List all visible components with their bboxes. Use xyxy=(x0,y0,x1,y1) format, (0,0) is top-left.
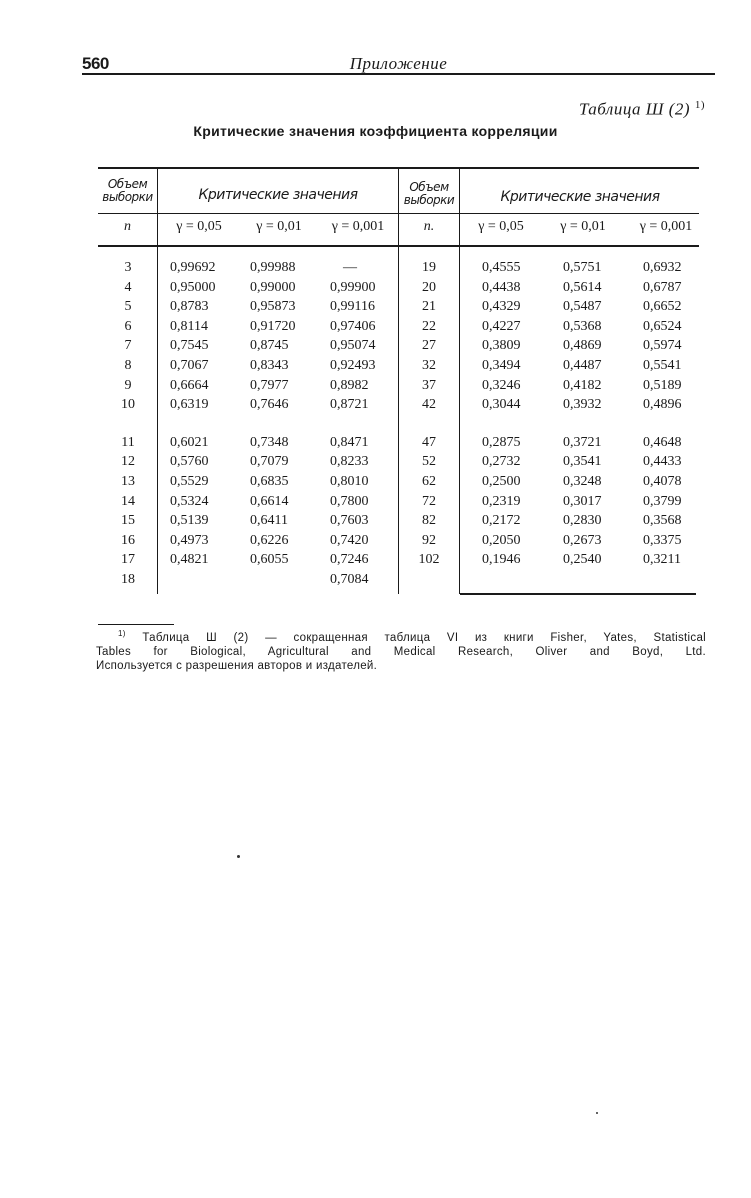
left-gamma-001-cell: 0,7977 xyxy=(250,377,289,393)
print-speck xyxy=(237,855,240,858)
critical-values-header: Критические значения xyxy=(198,187,358,203)
right-gamma-001-cell: 0,4487 xyxy=(563,358,602,373)
right-n-cell: 21 xyxy=(422,299,436,315)
table-title: Критические значения коэффициента корреляции xyxy=(193,123,558,139)
left-gamma-005-cell: 0,95000 xyxy=(170,279,216,295)
right-gamma-005-cell: 0,4438 xyxy=(482,279,521,295)
left-gamma-001-cell: 0,6835 xyxy=(250,474,289,489)
left-n-cell: 14 xyxy=(121,493,135,509)
right-gamma-005-cell: 0,3494 xyxy=(482,358,521,373)
column-divider xyxy=(459,168,460,594)
right-gamma-001-cell: 0,5751 xyxy=(563,260,602,275)
left-gamma-0001-cell: 0,7420 xyxy=(330,532,369,548)
right-gamma-0001-cell: 0,3799 xyxy=(643,493,682,509)
right-gamma-005-cell: 0,2732 xyxy=(482,454,521,470)
right-n-cell: 42 xyxy=(422,397,436,413)
right-gamma-0001-cell: 0,3375 xyxy=(643,532,682,548)
right-n-cell: 27 xyxy=(422,338,436,354)
left-gamma-001-cell: 0,99988 xyxy=(250,260,296,275)
right-gamma-005-cell: 0,2050 xyxy=(482,532,521,548)
left-gamma-0001-cell: 0,92493 xyxy=(330,358,376,373)
right-gamma-0001-cell: 0,3568 xyxy=(643,513,682,529)
right-gamma-001-cell: 0,4869 xyxy=(563,338,602,354)
left-gamma-001-cell: 0,91720 xyxy=(250,318,296,334)
left-gamma-001-cell: 0,8745 xyxy=(250,338,289,354)
left-n-cell: 11 xyxy=(121,434,135,450)
right-gamma-001-cell: 0,2540 xyxy=(563,552,602,568)
right-n-cell: 32 xyxy=(422,358,436,373)
right-gamma-0001-cell: 0,6524 xyxy=(643,318,682,334)
right-gamma-0001-cell: 0,5541 xyxy=(643,358,682,373)
left-n-cell: 7 xyxy=(124,338,132,354)
left-gamma-001-cell xyxy=(250,570,320,590)
right-gamma-001-cell: 0,3721 xyxy=(563,434,602,450)
right-gamma-001-cell: 0,3248 xyxy=(563,474,602,489)
left-n-cell: 3 xyxy=(124,260,132,275)
left-n-cell: 9 xyxy=(124,377,132,393)
left-gamma-0001-cell: — xyxy=(343,260,357,275)
column-divider xyxy=(157,168,158,594)
right-n-cell: 92 xyxy=(422,532,436,548)
left-gamma-001-cell: 0,7646 xyxy=(250,397,289,413)
left-gamma-0001-cell: 0,8233 xyxy=(330,454,369,470)
right-gamma-001-cell: 0,5614 xyxy=(563,279,602,295)
left-gamma-001-cell: 0,7079 xyxy=(250,454,289,470)
left-gamma-005-cell: 0,6664 xyxy=(170,377,209,393)
right-gamma-0001-cell: 0,5974 xyxy=(643,338,682,354)
left-gamma-005-cell: 0,5529 xyxy=(170,474,209,489)
left-gamma-0001-cell: 0,8721 xyxy=(330,397,369,413)
gamma-001-header-right: γ = 0,01 xyxy=(560,219,606,234)
left-gamma-005-cell xyxy=(170,570,240,590)
left-n-cell: 12 xyxy=(121,454,135,470)
right-gamma-0001-cell: 0,4648 xyxy=(643,434,682,450)
gamma-005-header-right: γ = 0,05 xyxy=(478,219,524,234)
left-n-cell: 13 xyxy=(121,474,135,489)
right-n-cell: 72 xyxy=(422,493,436,509)
right-n-cell: 62 xyxy=(422,474,436,489)
right-gamma-005-cell: 0,4227 xyxy=(482,318,521,334)
right-gamma-005-cell: 0,4329 xyxy=(482,299,521,315)
right-gamma-001-cell: 0,3017 xyxy=(563,493,602,509)
right-gamma-005-cell: 0,1946 xyxy=(482,552,521,568)
footnote xyxy=(96,627,706,673)
left-gamma-001-cell: 0,7348 xyxy=(250,434,289,450)
left-gamma-005-cell: 0,8114 xyxy=(170,318,208,334)
left-n-cell: 18 xyxy=(121,572,135,587)
left-gamma-0001-cell: 0,7800 xyxy=(330,493,369,509)
left-n-cell: 6 xyxy=(124,318,132,334)
n-header: n xyxy=(124,219,131,234)
left-gamma-001-cell: 0,6226 xyxy=(250,532,289,548)
left-gamma-0001-cell: 0,95074 xyxy=(330,338,376,354)
right-gamma-001-cell: 0,5487 xyxy=(563,299,602,315)
left-gamma-005-cell: 0,5324 xyxy=(170,493,209,509)
right-gamma-0001-cell: 0,6932 xyxy=(643,260,682,275)
left-gamma-0001-cell: 0,7246 xyxy=(330,552,369,568)
left-n-cell: 15 xyxy=(121,513,135,529)
left-gamma-005-cell: 0,6319 xyxy=(170,397,209,413)
right-n-cell: 20 xyxy=(422,279,436,295)
right-n-cell: 19 xyxy=(422,260,436,275)
right-gamma-001-cell: 0,4182 xyxy=(563,377,602,393)
footnote-line: Используется с разрешения авторов и издателей. xyxy=(96,659,378,672)
left-gamma-0001-cell: 0,97406 xyxy=(330,318,376,334)
left-gamma-0001-cell: 0,8010 xyxy=(330,474,369,489)
gamma-0001-header-right: γ = 0,001 xyxy=(639,219,693,234)
right-gamma-005-cell: 0,4555 xyxy=(482,260,521,275)
right-gamma-0001-cell: 0,3211 xyxy=(643,552,681,568)
left-gamma-005-cell: 0,7545 xyxy=(170,338,209,354)
right-gamma-005-cell: 0,2319 xyxy=(482,493,521,509)
right-n-cell: 47 xyxy=(422,434,436,450)
right-n-cell: 82 xyxy=(422,513,436,529)
right-gamma-0001-cell: 0,6787 xyxy=(643,279,682,295)
right-gamma-005-cell: 0,3044 xyxy=(482,397,521,413)
footnote-line: Tables for Biological, Agricultural and Medical Research, Oliver and Boyd, Ltd. xyxy=(96,645,706,658)
right-gamma-005-cell: 0,2875 xyxy=(482,434,521,450)
left-n-cell: 16 xyxy=(121,532,135,548)
right-gamma-001-cell: 0,5368 xyxy=(563,318,602,334)
right-gamma-001-cell: 0,2830 xyxy=(563,513,602,529)
gamma-005-header: γ = 0,05 xyxy=(176,219,222,234)
right-gamma-0001-cell: 0,5189 xyxy=(643,377,682,393)
left-n-cell: 10 xyxy=(121,397,135,413)
right-n-cell: 102 xyxy=(418,552,440,568)
left-gamma-005-cell: 0,4821 xyxy=(170,552,209,568)
right-gamma-0001-cell: 0,4433 xyxy=(643,454,682,470)
left-gamma-0001-cell: 0,7603 xyxy=(330,513,369,529)
table-bottom-rule xyxy=(460,593,696,595)
n-header-right: n. xyxy=(423,219,435,234)
right-gamma-001-cell: 0,3541 xyxy=(563,454,602,470)
footnote-rule xyxy=(98,624,174,625)
gamma-001-header: γ = 0,01 xyxy=(256,219,302,234)
left-gamma-005-cell: 0,4973 xyxy=(170,532,209,548)
left-gamma-0001-cell: 0,7084 xyxy=(330,572,369,587)
left-n-cell: 5 xyxy=(124,299,132,315)
left-gamma-001-cell: 0,99000 xyxy=(250,279,296,295)
left-gamma-001-cell: 0,6411 xyxy=(250,513,288,529)
sample-size-header: Объем выборки xyxy=(102,177,153,204)
right-gamma-0001-cell: 0,6652 xyxy=(643,299,682,315)
right-gamma-005-cell: 0,3246 xyxy=(482,377,521,393)
footnote-line: $^{1)}$ Таблица Ш (2) — сокращенная таблица VI из книги Fisher, Yates, Statistical xyxy=(118,629,706,644)
left-gamma-001-cell: 0,8343 xyxy=(250,358,289,373)
left-gamma-0001-cell: 0,99900 xyxy=(330,279,376,295)
right-n-cell: 37 xyxy=(422,377,436,393)
print-speck xyxy=(596,1112,598,1114)
left-gamma-001-cell: 0,6614 xyxy=(250,493,289,509)
left-gamma-001-cell: 0,95873 xyxy=(250,299,296,315)
left-gamma-005-cell: 0,8783 xyxy=(170,299,209,315)
right-gamma-005-cell: 0,2172 xyxy=(482,513,521,529)
right-gamma-005-cell: 0,3809 xyxy=(482,338,521,354)
left-gamma-005-cell: 0,6021 xyxy=(170,434,209,450)
right-gamma-0001-cell: 0,4078 xyxy=(643,474,682,489)
left-gamma-005-cell: 0,5760 xyxy=(170,454,209,470)
left-gamma-001-cell: 0,6055 xyxy=(250,552,289,568)
left-n-cell: 8 xyxy=(124,358,132,373)
left-gamma-005-cell: 0,99692 xyxy=(170,260,216,275)
table-label: Таблица Ш (2) $^{1)}$ xyxy=(578,99,705,119)
left-gamma-0001-cell: 0,8982 xyxy=(330,377,369,393)
left-gamma-005-cell: 0,5139 xyxy=(170,513,209,529)
sample-size-header-right: Объем выборки xyxy=(403,180,455,207)
critical-values-header-right: Критические значения xyxy=(500,189,660,205)
right-n-cell: 52 xyxy=(422,454,436,470)
right-n-cell: 22 xyxy=(422,318,436,334)
right-gamma-005-cell: 0,2500 xyxy=(482,474,521,489)
left-gamma-005-cell: 0,7067 xyxy=(170,358,209,373)
left-n-cell: 4 xyxy=(124,279,132,295)
left-gamma-0001-cell: 0,8471 xyxy=(330,434,369,450)
footnote-ref: 1) xyxy=(694,99,705,111)
right-gamma-0001-cell: 0,4896 xyxy=(643,397,682,413)
right-gamma-001-cell: 0,3932 xyxy=(563,397,602,413)
right-gamma-001-cell: 0,2673 xyxy=(563,532,602,548)
page-number: 560 xyxy=(82,54,109,73)
running-title: Приложение xyxy=(349,54,448,73)
header-rule xyxy=(82,73,715,75)
gamma-0001-header: γ = 0,001 xyxy=(331,219,385,234)
left-n-cell: 17 xyxy=(121,552,135,568)
left-gamma-0001-cell: 0,99116 xyxy=(330,299,375,315)
